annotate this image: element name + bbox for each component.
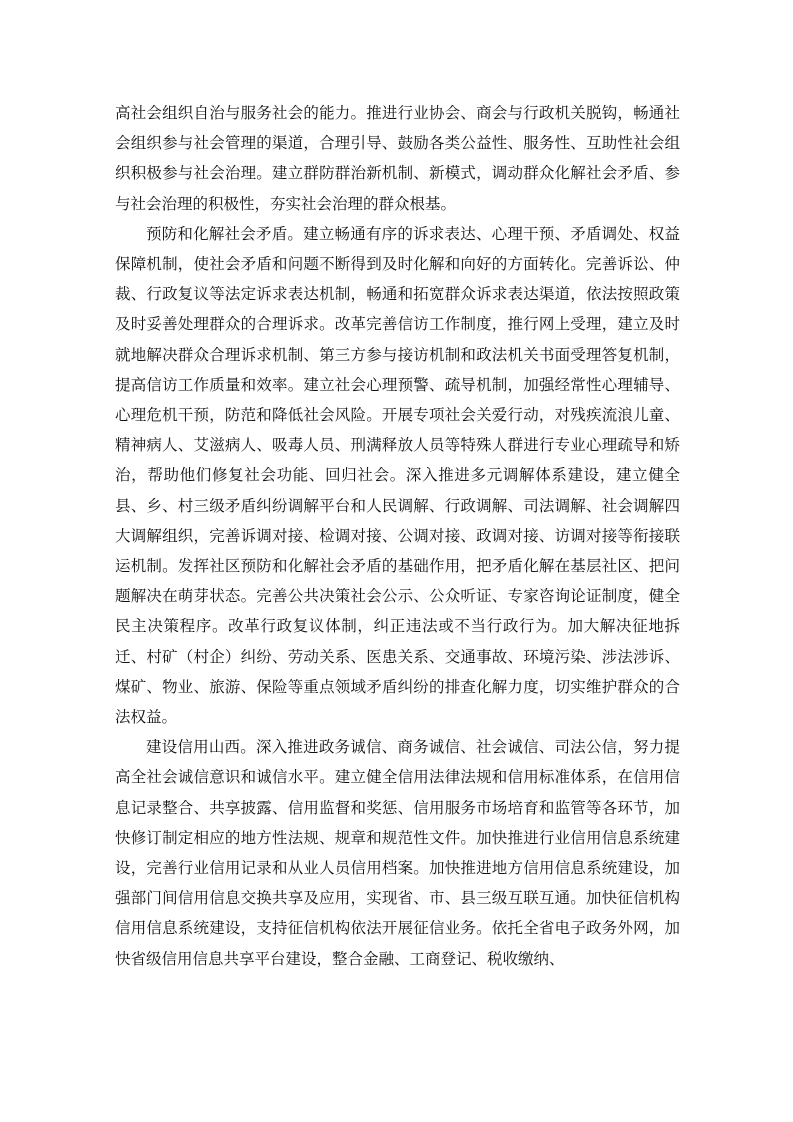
document-body	[115, 98, 680, 974]
paragraph-social-organizations: 高社会组织自治与服务社会的能力。推进行业协会、商会与行政机关脱钩，畅通社会组织参与社会管理的渠道，合理引导、鼓励各类公益性、服务性、互助性社会组织积极参与社会治理。建立群防群治新机制、新模式，调动群众化解社会矛盾、参与社会治理的积极性，夯实社会治理的群众根基。	[115, 104, 680, 213]
paragraph-prevent-resolve-conflicts: 预防和化解社会矛盾。建立畅通有序的诉求表达、心理干预、矛盾调处、权益保障机制，使社会矛盾和问题不断得到及时化解和向好的方面转化。完善诉讼、仲裁、行政复议等法定诉求表达机制，畅通和拓宽群众诉求表达渠道，依法按照政策及时妥善处理群众的合理诉求。改革完善信访工作制度，推行网上受理，建立及时就地解决群众合理诉求机制、第三方参与接访机制和政法机关书面受理答复机制，提高信访工作质量和效率。建立社会心理预警、疏导机制，加强经常性心理辅导、心理危机干预，防范和降低社会风险。开展专项社会关爱行动，对残疾流浪儿童、精神病人、艾滋病人、吸毒人员、刑满释放人员等特殊人群进行专业心理疏导和矫治，帮助他们修复社会功能、回归社会。深入推进多元调解体系建设，建立健全县、乡、村三级矛盾纠纷调解平台和人民调解、行政调解、司法调解、社会调解四大调解组织，完善诉调对接、检调对接、公调对接、政调对接、访调对接等衔接联运机制。发挥社区预防和化解社会矛盾的基础作用，把矛盾化解在基层社区、把问题解决在萌芽状态。完善公共决策社会公示、公众听证、专家咨询论证制度，健全民主决策程序。改革行政复议体制，纠正违法或不当行政行为。加大解决征地拆迁、村矿（村企）纠纷、劳动关系、医患关系、交通事故、环境污染、涉法涉诉、煤矿、物业、旅游、保险等重点领域矛盾纠纷的排查化解力度，切实维护群众的合法权益。	[115, 224, 680, 727]
paragraph-credit-shanxi: 建设信用山西。深入推进政务诚信、商务诚信、社会诚信、司法公信，努力提高全社会诚信意识和诚信水平。建立健全信用法律法规和信用标准体系，在信用信息记录整合、共享披露、信用监督和奖惩、信用服务市场培育和监管等各环节，加快修订制定相应的地方性法规、规章和规范性文件。加快推进行业信用信息系统建设，完善行业信用记录和从业人员信用档案。加快推进地方信用信息系统建设，加强部门间信用信息交换共享及应用，实现省、市、县三级互联互通。加快征信机构信用信息系统建设，支持征信机构依法开展征信业务。依托全省电子政务外网，加快省级信用信息共享平台建设，整合金融、工商登记、税收缴纳、	[115, 738, 680, 968]
